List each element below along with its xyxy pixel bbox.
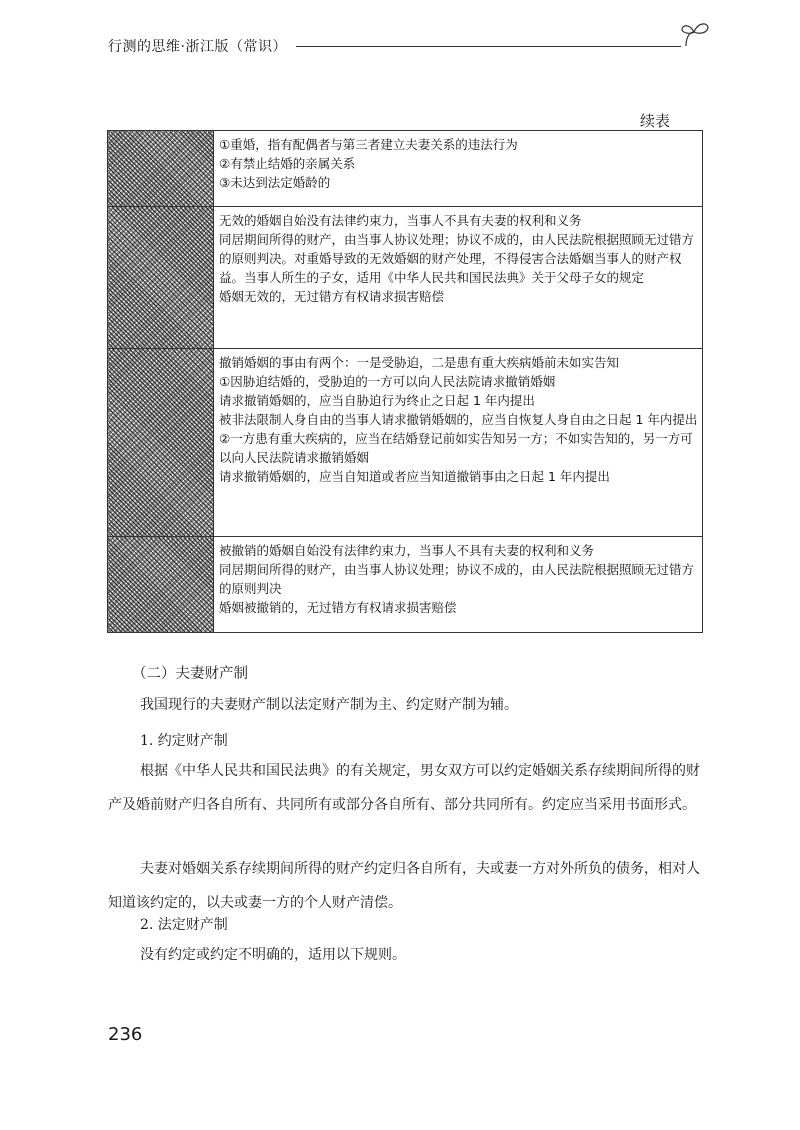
debt-paragraph: 夫妻对婚姻关系存续期间所得的财产约定归各自所有，夫或妻一方对外所负的债务，相对人知道该约定的，以夫或妻一方的个人财产清偿。	[108, 861, 700, 911]
cell-line: ①重婚，指有配偶者与第三者建立夫妻关系的违法行为	[219, 137, 518, 152]
statutory-paragraph: 没有约定或约定不明确的，适用以下规则。	[140, 947, 406, 963]
intro-paragraph: 我国现行的夫妻财产制以法定财产制为主、约定财产制为辅。	[140, 697, 518, 713]
cell-line: 无效的婚姻自始没有法律约束力，当事人不具有夫妻的权利和义务	[219, 213, 582, 228]
hatched-header-cell	[108, 537, 214, 633]
table-row	[108, 349, 703, 537]
header-title: 行测的思维·浙江版（常识）	[108, 39, 287, 55]
section-heading: （二）夫妻财产制	[132, 666, 248, 682]
cell-line: 被非法限制人身自由的当事人请求撤销婚姻的，应当自恢复人身自由之日起 1 年内提出	[219, 412, 698, 427]
table-row	[108, 131, 703, 207]
agreed-property-paragraph: 根据《中华人民共和国民法典》的有关规定，男女双方可以约定婚姻关系存续期间所得的财产及婚前财产归各自所有、共同所有或部分各自所有、部分共同所有。约定应当采用书面形式。	[108, 763, 700, 813]
cell-line: 撤销婚姻的事由有两个：一是受胁迫，二是患有重大疾病婚前未如实告知	[219, 355, 620, 370]
table-cell	[214, 207, 703, 349]
table-cell	[214, 349, 703, 537]
hatched-header-cell	[108, 131, 214, 207]
cell-line: ①因胁迫结婚的，受胁迫的一方可以向人民法院请求撤销婚姻	[219, 374, 556, 389]
hatched-header-cell	[108, 349, 214, 537]
marriage-law-table	[107, 130, 703, 633]
table-cell	[214, 131, 703, 207]
table-row	[108, 207, 703, 349]
table-cell	[214, 537, 703, 633]
sprout-icon	[680, 20, 710, 48]
subsection-heading-agreed: 1. 约定财产制	[140, 733, 228, 749]
header-rule	[296, 46, 681, 47]
table-row	[108, 537, 703, 633]
continued-label: 续表	[640, 112, 671, 130]
cell-line: 被撤销的婚姻自始没有法律约束力，当事人不具有夫妻的权利和义务	[219, 543, 595, 558]
cell-line: 婚姻无效的，无过错方有权请求损害赔偿	[219, 289, 445, 304]
cell-line: 同居期间所得的财产，由当事人协议处理；协议不成的，由人民法院根据照顾无过错方的原则判决	[219, 562, 695, 596]
cell-line: ③未达到法定婚龄的	[219, 175, 331, 190]
cell-line: ②有禁止结婚的亲属关系	[219, 156, 356, 171]
hatched-header-cell	[108, 207, 214, 349]
cell-line: 婚姻被撤销的，无过错方有权请求损害赔偿	[219, 600, 457, 615]
cell-line: 同居期间所得的财产，由当事人协议处理；协议不成的，由人民法院根据照顾无过错方的原则判决。对重婚导致的无效婚姻的财产处理，不得侵害合法婚姻当事人的财产权益。当事人所生的子女，适用《中华人民共和国民法典》关于父母子女的规定	[219, 232, 695, 285]
page-header	[108, 36, 708, 60]
cell-line: 请求撤销婚姻的，应当自胁迫行为终止之日起 1 年内提出	[219, 393, 535, 408]
subsection-heading-statutory: 2. 法定财产制	[140, 917, 228, 933]
cell-line: 请求撤销婚姻的，应当自知道或者应当知道撤销事由之日起 1 年内提出	[219, 469, 610, 484]
cell-line: ②一方患有重大疾病的，应当在结婚登记前如实告知另一方；不如实告知的，另一方可以向人民法院请求撤销婚姻	[219, 431, 693, 465]
page-number: 236	[108, 1024, 143, 1045]
